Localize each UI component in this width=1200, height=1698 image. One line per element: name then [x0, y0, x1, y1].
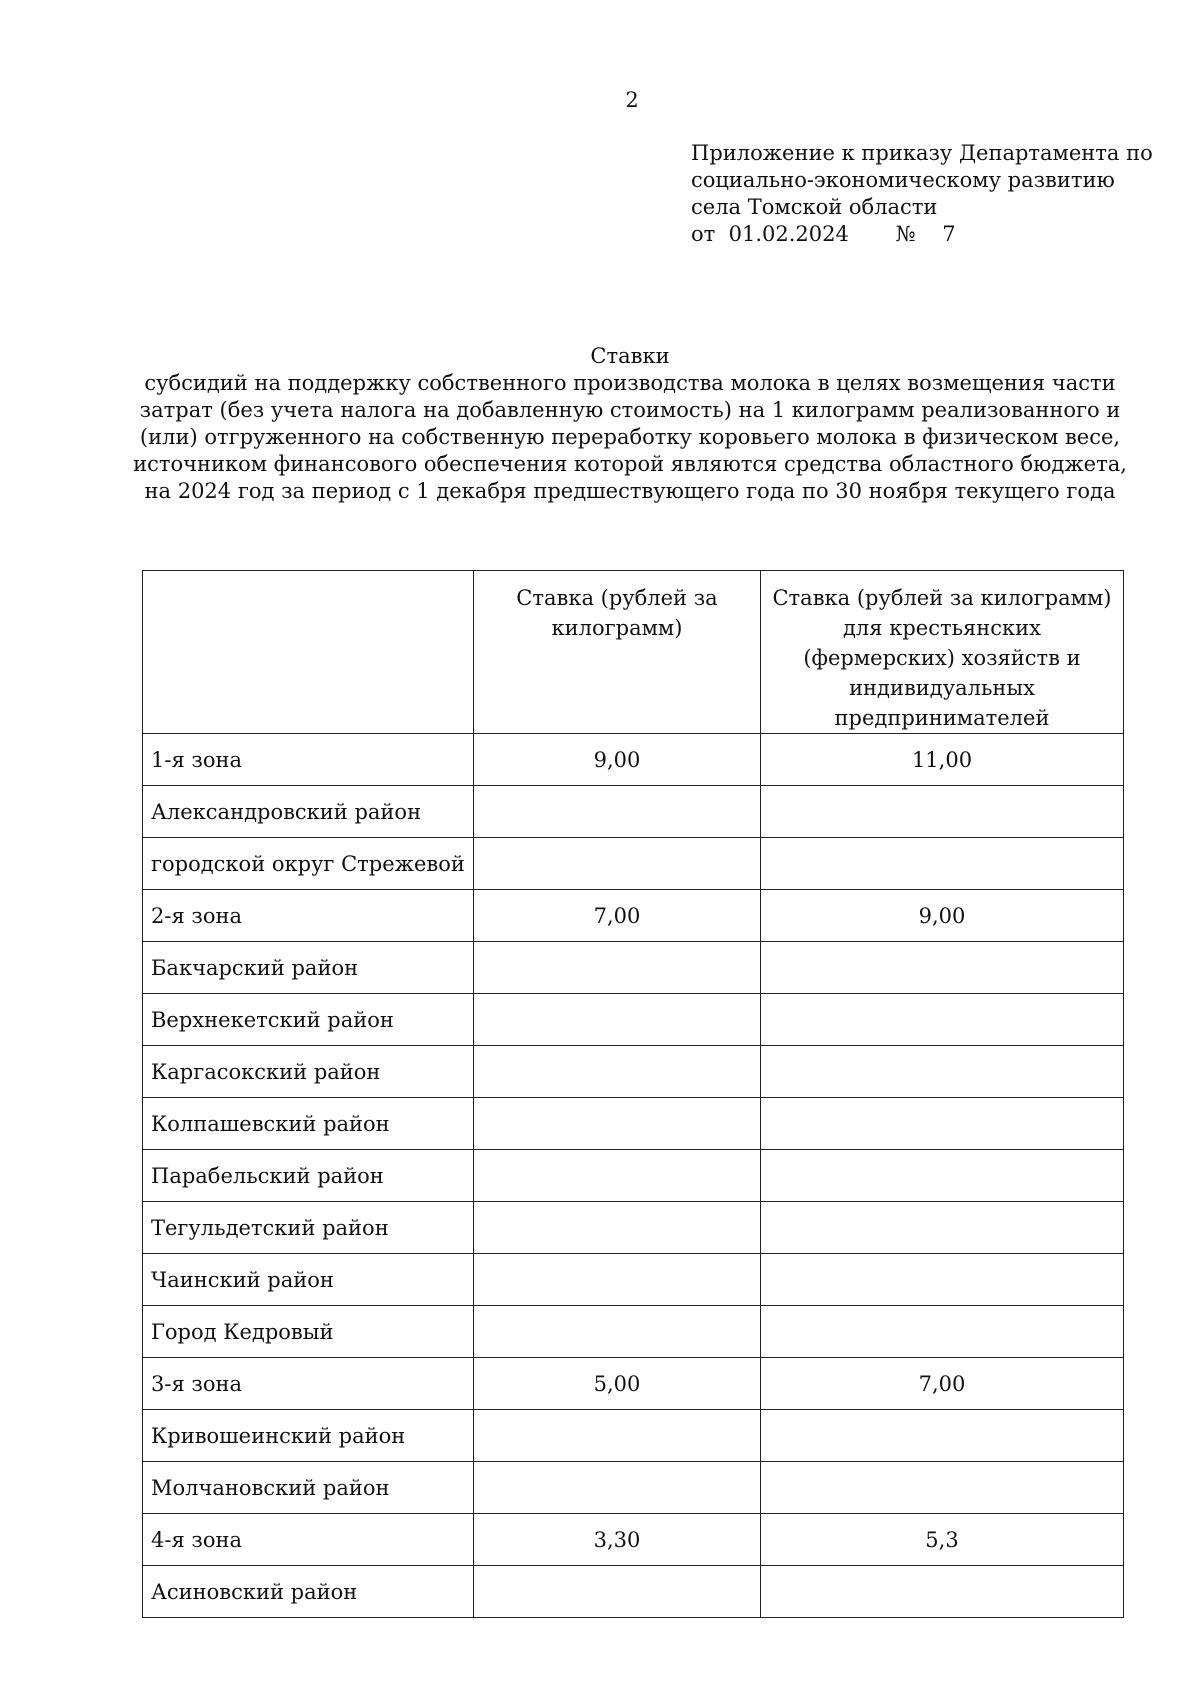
table-row: [143, 994, 1124, 1046]
rates-table: [142, 570, 1124, 1618]
table-row: [143, 1202, 1124, 1254]
table-row: [143, 1462, 1124, 1514]
cell-name: 4-я зона: [143, 1514, 474, 1566]
table-row: [143, 1358, 1124, 1410]
cell-rate: [474, 942, 761, 994]
cell-name: Молчановский район: [143, 1462, 474, 1514]
cell-name: Асиновский район: [143, 1566, 474, 1618]
table-row: [143, 734, 1124, 786]
table-header-row: [143, 571, 1124, 734]
table-row: [143, 1514, 1124, 1566]
table-row: [143, 1098, 1124, 1150]
cell-rate-farm: 9,00: [761, 890, 1124, 942]
cell-name: Александровский район: [143, 786, 474, 838]
appendix-line-2: социально-экономическому развитию: [691, 168, 1115, 192]
order-number: 7: [942, 222, 956, 246]
table-row: [143, 1410, 1124, 1462]
cell-rate-farm: [761, 994, 1124, 1046]
cell-name: Тегульдетский район: [143, 1202, 474, 1254]
document-description: субсидий на поддержку собственного производства молока в целях возмещения части затрат (без учета налога на добавленную стоимость) на 1 килограмм реализованного и (или) отгруженного на собственную переработку коровьего молока в физическом весе, источником финансового обеспечения которой являются средства областного бюджета, на 2024 год за период с 1 декабря предшествующего года по 30 ноября текущего года: [133, 371, 1127, 503]
cell-rate: [474, 1202, 761, 1254]
cell-name: Колпашевский район: [143, 1098, 474, 1150]
cell-rate-farm: 7,00: [761, 1358, 1124, 1410]
cell-rate: 7,00: [474, 890, 761, 942]
cell-rate-farm: [761, 838, 1124, 890]
cell-rate-farm: [761, 1098, 1124, 1150]
cell-rate: [474, 786, 761, 838]
order-prefix: от: [691, 222, 716, 246]
cell-rate: [474, 1046, 761, 1098]
header-rate-farm: Ставка (рублей за килограмм) для крестьянских (фермерских) хозяйств и индивидуальных предпринимателей: [761, 571, 1124, 734]
cell-rate-farm: [761, 1306, 1124, 1358]
table-body: [143, 734, 1124, 1618]
cell-name: Верхнекетский район: [143, 994, 474, 1046]
cell-rate: 9,00: [474, 734, 761, 786]
cell-rate-farm: [761, 1202, 1124, 1254]
cell-rate-farm: [761, 942, 1124, 994]
appendix-line-3: села Томской области: [691, 195, 938, 219]
table-row: [143, 1306, 1124, 1358]
cell-rate: 3,30: [474, 1514, 761, 1566]
cell-name: Город Кедровый: [143, 1306, 474, 1358]
document-title: Ставки: [590, 344, 670, 368]
cell-name: Парабельский район: [143, 1150, 474, 1202]
page-number: 2: [625, 88, 639, 112]
cell-rate-farm: [761, 1254, 1124, 1306]
order-line: [691, 221, 1171, 248]
cell-rate: [474, 1410, 761, 1462]
appendix-block: [691, 140, 1171, 248]
cell-name: Чаинский район: [143, 1254, 474, 1306]
table-row: [143, 942, 1124, 994]
header-name: [143, 571, 474, 734]
order-number-label: №: [895, 222, 916, 246]
cell-rate: [474, 1254, 761, 1306]
order-date: 01.02.2024: [728, 222, 849, 246]
header-rate: Ставка (рублей за килограмм): [474, 571, 761, 734]
cell-name: Бакчарский район: [143, 942, 474, 994]
table-row: [143, 1566, 1124, 1618]
cell-name: Кривошеинский район: [143, 1410, 474, 1462]
cell-rate-farm: [761, 1566, 1124, 1618]
table-row: [143, 838, 1124, 890]
cell-rate: 5,00: [474, 1358, 761, 1410]
cell-name: 1-я зона: [143, 734, 474, 786]
cell-name: Каргасокский район: [143, 1046, 474, 1098]
cell-rate-farm: [761, 1410, 1124, 1462]
table-row: [143, 890, 1124, 942]
cell-rate: [474, 838, 761, 890]
cell-name: 2-я зона: [143, 890, 474, 942]
cell-rate-farm: [761, 786, 1124, 838]
table-row: [143, 786, 1124, 838]
table-row: [143, 1046, 1124, 1098]
table-row: [143, 1150, 1124, 1202]
cell-name: 3-я зона: [143, 1358, 474, 1410]
document-heading: [120, 343, 1140, 505]
cell-rate-farm: [761, 1150, 1124, 1202]
cell-rate: [474, 1462, 761, 1514]
cell-rate: [474, 994, 761, 1046]
cell-rate: [474, 1306, 761, 1358]
cell-rate: [474, 1150, 761, 1202]
cell-rate: [474, 1098, 761, 1150]
cell-rate-farm: 5,3: [761, 1514, 1124, 1566]
cell-rate: [474, 1566, 761, 1618]
table-row: [143, 1254, 1124, 1306]
cell-rate-farm: 11,00: [761, 734, 1124, 786]
appendix-line-1: Приложение к приказу Департамента по: [691, 141, 1153, 165]
cell-rate-farm: [761, 1046, 1124, 1098]
cell-name: городской округ Стрежевой: [143, 838, 474, 890]
cell-rate-farm: [761, 1462, 1124, 1514]
